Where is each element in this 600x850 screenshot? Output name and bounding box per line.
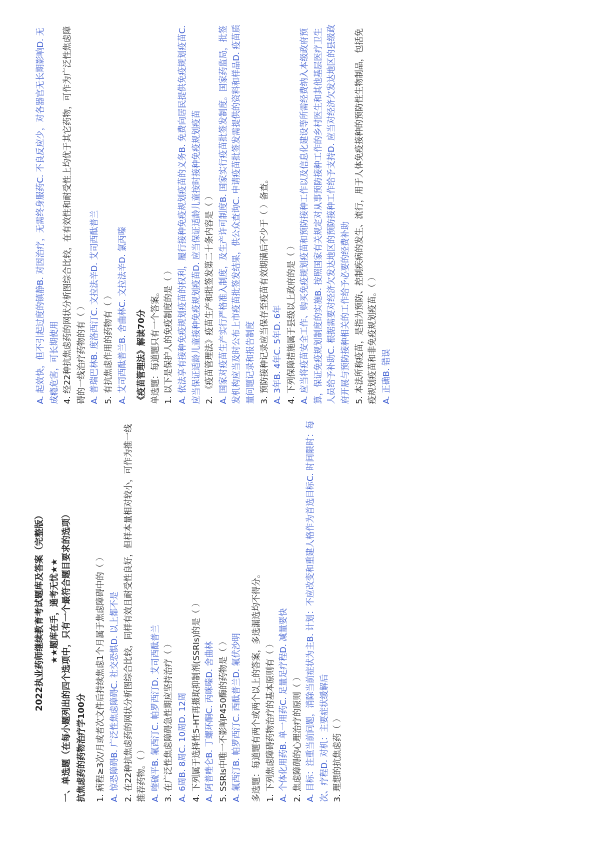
option-line: A. 正确B. 错误 — [380, 349, 391, 404]
question-line: 5. SSRIs中唯一不影响P450酶的药物是（ ） — [217, 637, 228, 802]
option-line: A. 3年B. 4年C. 5年D. 6年 — [272, 305, 283, 404]
right-column — [34, 24, 570, 404]
section-heading: 一、单选题（在每小题列出的四个选项中，只有一个最符合题目要求的选项） — [62, 509, 73, 802]
question-line: 1. 病程≥3次/月或者次文件后持续焦虑1个月属于焦虑障碍中的（ ） — [95, 552, 106, 802]
question-line: 2. 在22种抗焦虑药的网状分析图综合比较，同样有效且耐受性良好，但样本量相对较小，可作为推一线推荐药物。（ ） — [122, 424, 147, 802]
left-column — [34, 420, 570, 802]
option-line: A. 国家对疫苗生产实行严格准入制度，及生产许可制度B. 国家实行疫苗批签发制度。国家药监局，批签发机构应当及时公布上市疫苗批签发结果，供公众查询C. 申请疫苗批签发需提供的资料和样品D. 疫苗质量问题记录和报告制度 — [217, 24, 255, 404]
question-line: 4. 经22种抗焦虑药的网状分析图综合比较，在有效性和耐受性上均优于其它药物，可作为广泛性焦虑障碍的一线治疗药物的有（ ） — [62, 26, 86, 404]
option-line: A. 起效快，但不引起过度的镇静B. 对因治疗，无需终身服药C. 不良反应少，对各器官无长期影响D. 无成瘾危害，可长期使用 — [35, 27, 59, 404]
option-line: A. 艾司西酞普兰B. 舍曲林C. 文拉法辛D. 氯丙嗪 — [116, 226, 127, 404]
question-line: 3. 预防接种记录应当保存至疫苗有效期满后不少于（ ）备查。 — [258, 175, 269, 404]
option-line: A. 阿普唑仑B. 丁螺环酮C. 丙咪嗪D. 舍曲林 — [204, 641, 215, 802]
question-line: 2. 焦虑障碍的心理治疗的原则（ ） — [291, 672, 302, 802]
question-line: 4. 下列属于选择性5-HT再摄取抑制剂(SSRIs)的是（ ） — [190, 598, 201, 802]
question-line: 1. 下列焦虑障碍药物治疗的基本原则有（ ） — [264, 639, 275, 802]
option-line: A. 依法享有接种免疫规划疫苗的权利，履行接种免疫规划疫苗的义务B. 免费向居民提供免疫规划疫苗C. 应当保证适龄儿童接种免疫规划疫苗D. 应当保证适龄儿童按时接种免疫规划疫苗 — [176, 25, 201, 404]
question-line: 3. 理想的抗焦虑药（ ） — [332, 714, 343, 802]
question-line: 1. 以下是保护人的免疫制度的是（ ） — [163, 266, 174, 404]
option-line: A. 个体化用药B. 单一用药C. 足量足疗程D. 减量要快 — [278, 608, 289, 802]
option-line: A. 应当将疫苗安全工作、购买免疫规划疫苗和预防接种工作以及信息化建设等所需经费纳入本级政府预算，保证免疫规划制度的实施B. 按照国家有关规定对从事预防接种工作的乡村医生和其他基层医疗卫生人员给予补助C. 根据需要对经济欠发达地区的预防接种工作给予支持D. 应当对经济欠发达地区的县级政府开展与预防接种相关的工作给予必要的经费补助 — [299, 24, 351, 404]
option-line: A. 目标：注重当前问题，消除当前症状为主B. 计划：不应改变和重建人格作为首选目标C. 时间限时：每次、疗程D. 对机：主要症状缓解后 — [305, 420, 329, 802]
option-line: A. 6周B. 8周C. 10周D. 12周 — [176, 692, 187, 802]
question-line: 3. 在广泛性焦虑障碍急性期应坚持治疗（ ） — [163, 639, 174, 802]
document-subtitle: ★★题库在手，通考无忧★★ — [48, 558, 59, 664]
subsection-heading: 抗焦虑药的药物治疗学100分 — [75, 693, 86, 802]
instruction-line: 单选题：每道题只有一个答案。 — [149, 287, 160, 404]
instruction-line: 多选题：每道题有两个或两个以上的答案，多选漏选均不得分。 — [250, 569, 261, 802]
subsection-heading: 《疫苗管理法》解读70分 — [136, 309, 147, 404]
option-line: A. 氟西汀B. 帕罗西汀C. 西酞普兰D. 氟伏沙明 — [231, 633, 242, 802]
question-line: 5. 有抗焦虑作用的药物有（ ） — [102, 291, 113, 404]
question-line: 4. 下列保障措施属于县级以上政府的是（ ） — [285, 241, 296, 404]
option-line: A. 喹硫平B. 氟西汀C. 帕罗西汀D. 艾司西酞普兰 — [149, 624, 160, 802]
option-line: A. 惊恐障碍B. 广泛性焦虑障碍C. 社交恐惧D. 以上都不是 — [108, 591, 119, 802]
question-line: 5. 本法所称疫苗，是指为预防、控制疾病的发生、流行，用于人体免疫接种的预防性生物制品，包括免疫规划疫苗和非免疫规划疫苗。（ ） — [353, 28, 378, 404]
option-line: A. 普瑞巴林B. 度洛西汀C. 文拉法辛D. 艾司西酞普兰 — [89, 210, 100, 404]
question-line: 2. 《疫苗管理法》疫苗生产和批签发第二十条内容是（ ） — [204, 191, 215, 404]
document-title: 2022执业药师继续教育考试题库及答案（完整版） — [35, 510, 45, 712]
